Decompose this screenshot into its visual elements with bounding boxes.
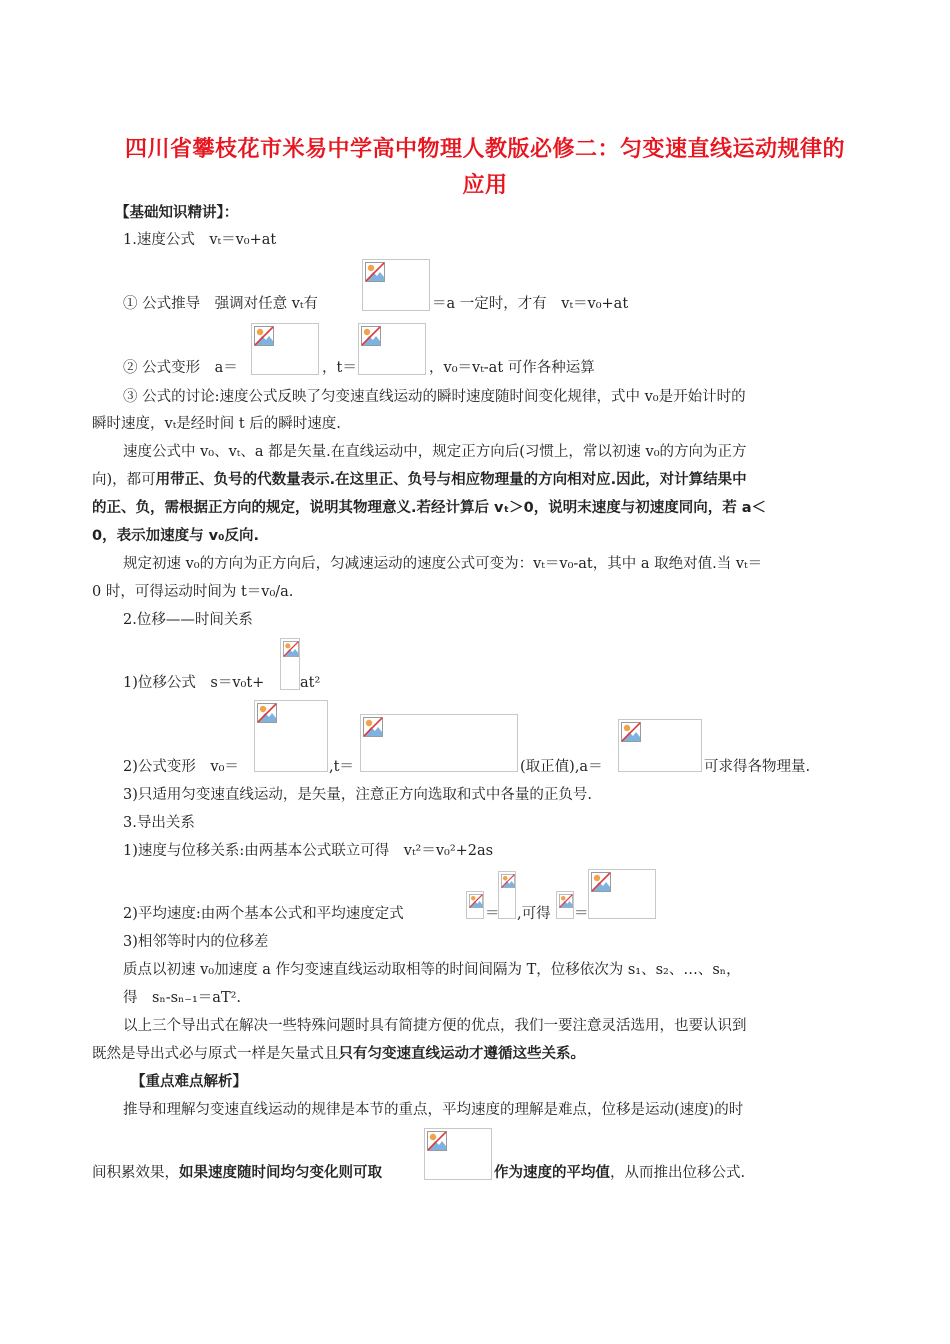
- formula-image: [424, 1128, 492, 1180]
- vector-paragraph: [92, 470, 747, 490]
- derived-heading: 3.导出关系: [123, 815, 195, 831]
- broken-image-icon: [365, 262, 385, 282]
- emphasis-text: 作为速度的平均值: [494, 1165, 610, 1181]
- variant-text-a: ② 公式变形 a＝: [123, 360, 238, 376]
- formula-image: [362, 259, 430, 311]
- broken-image-icon: [501, 874, 515, 888]
- derivation-line-b: ＝a 一定时，才有 vₜ＝v₀+at: [432, 296, 629, 312]
- broken-image-icon: [621, 722, 641, 742]
- broken-image-icon: [591, 872, 611, 892]
- document-title-line2: 应用: [462, 173, 508, 198]
- text-segment: ，从而推出位移公式.: [610, 1165, 746, 1181]
- emphasis-text: 的正、负，需根据正方向的规定，说明其物理意义.若经计算后 vₜ＞0，说明末速度与初速度同向，若 a＜: [92, 500, 767, 516]
- vector-paragraph: 速度公式中 v₀、vₜ、a 都是矢量.在直线运动中，规定正方向后(习惯上，常以初速 v₀的方向为正方: [123, 444, 747, 460]
- basic-knowledge-heading: 【基础知识精讲】：: [115, 205, 239, 221]
- displacement-formula-b: at²: [300, 675, 321, 691]
- formula-image: [254, 700, 328, 772]
- displacement-formula-a: 1)位移公式 s＝v₀t+: [123, 675, 265, 691]
- variant-text-b: ，t＝: [322, 360, 357, 376]
- speed-formula-heading: 1.速度公式 vₜ＝v₀+at: [123, 232, 277, 248]
- displacement-note: 3)只适用匀变速直线运动，是矢量，注意正方向选取和式中各量的正负号.: [123, 787, 592, 803]
- formula-image: [360, 714, 518, 772]
- displacement-variant-a: 2)公式变形 v₀＝: [123, 759, 239, 775]
- emphasis-text: 0，表示加速度与 v₀反向.: [92, 528, 259, 544]
- formula-image: [358, 323, 426, 375]
- average-speed-text-c: ,可得: [517, 906, 551, 922]
- formula-image: [251, 323, 319, 375]
- key-points-text-b: [494, 1163, 745, 1183]
- average-speed-text-d: ＝: [574, 906, 589, 922]
- derivation-line-a: ① 公式推导 强调对任意 vₜ有: [123, 296, 318, 312]
- broken-image-icon: [254, 326, 274, 346]
- emphasis-text: 只有匀变速直线运动才遵循这些关系。: [338, 1046, 585, 1062]
- variant-text-c: ，v₀＝vₜ-at 可作各种运算: [429, 360, 595, 376]
- displacement-variant-b: ,t＝: [329, 759, 354, 775]
- average-speed-text-b: ＝: [485, 906, 500, 922]
- summary-paragraph: [92, 1044, 585, 1064]
- velocity-displacement-relation: 1)速度与位移关系:由两基本公式联立可得 vₜ²＝v₀²+2as: [123, 843, 494, 859]
- displacement-difference-text: 质点以初速 v₀加速度 a 作匀变速直线运动取相等的时间间隔为 T，位移依次为 s₁、s₂、…、sₙ，: [123, 962, 741, 978]
- summary-paragraph: 以上三个导出式在解决一些特殊问题时具有简捷方便的优点，我们一要注意灵活选用，也要认识到: [123, 1018, 747, 1034]
- displacement-variant-d: 可求得各物理量.: [704, 759, 811, 775]
- displacement-difference-heading: 3)相邻等时内的位移差: [123, 934, 269, 950]
- key-points-heading: 【重点难点解析】: [131, 1074, 247, 1090]
- formula-image: [498, 871, 516, 919]
- displacement-variant-c: (取正值),a＝: [520, 759, 603, 775]
- displacement-difference-result: 得 sₙ-sₙ₋₁＝aT².: [123, 990, 242, 1006]
- broken-image-icon: [469, 894, 483, 908]
- discussion-line: ③ 公式的讨论:速度公式反映了匀变速直线运动的瞬时速度随时间变化规律，式中 v₀是开始计时的: [123, 389, 746, 405]
- formula-image: [556, 891, 574, 919]
- broken-image-icon: [363, 717, 383, 737]
- formula-image: [588, 869, 656, 919]
- broken-image-icon: [283, 641, 299, 657]
- formula-image: [466, 891, 484, 919]
- broken-image-icon: [257, 703, 277, 723]
- emphasis-text: 用带正、负号的代数量表示.在这里正、负号与相应物理量的方向相对应.因此，对计算结果中: [155, 472, 747, 488]
- formula-image: [280, 638, 300, 690]
- emphasis-text: 如果速度随时间均匀变化则可取: [179, 1165, 382, 1181]
- broken-image-icon: [361, 326, 381, 346]
- broken-image-icon: [427, 1131, 447, 1151]
- key-points-text-a: [92, 1163, 382, 1183]
- text-segment: 向)，都可: [92, 472, 156, 488]
- discussion-line: 瞬时速度，vₜ是经时间 t 后的瞬时速度.: [92, 416, 341, 432]
- deceleration-paragraph: 规定初速 v₀的方向为正方向后，匀减速运动的速度公式可变为：vₜ＝v₀-at，其中 a 取绝对值.当 vₜ＝: [123, 556, 763, 572]
- document-title: 四川省攀枝花市米易中学高中物理人教版必修二：匀变速直线运动规律的: [124, 137, 845, 162]
- broken-image-icon: [559, 894, 573, 908]
- deceleration-paragraph: 0 时，可得运动时间为 t＝v₀/a.: [92, 584, 294, 600]
- text-segment: 间积累效果，: [92, 1165, 179, 1181]
- key-points-paragraph: 推导和理解匀变速直线运动的规律是本节的重点，平均速度的理解是难点，位移是运动(速度)的时: [123, 1102, 744, 1118]
- displacement-heading: 2.位移——时间关系: [123, 612, 253, 628]
- average-speed-text-a: 2)平均速度:由两个基本公式和平均速度定式: [123, 906, 404, 922]
- text-segment: 既然是导出式必与原式一样是矢量式且: [92, 1046, 339, 1062]
- formula-image: [618, 719, 702, 772]
